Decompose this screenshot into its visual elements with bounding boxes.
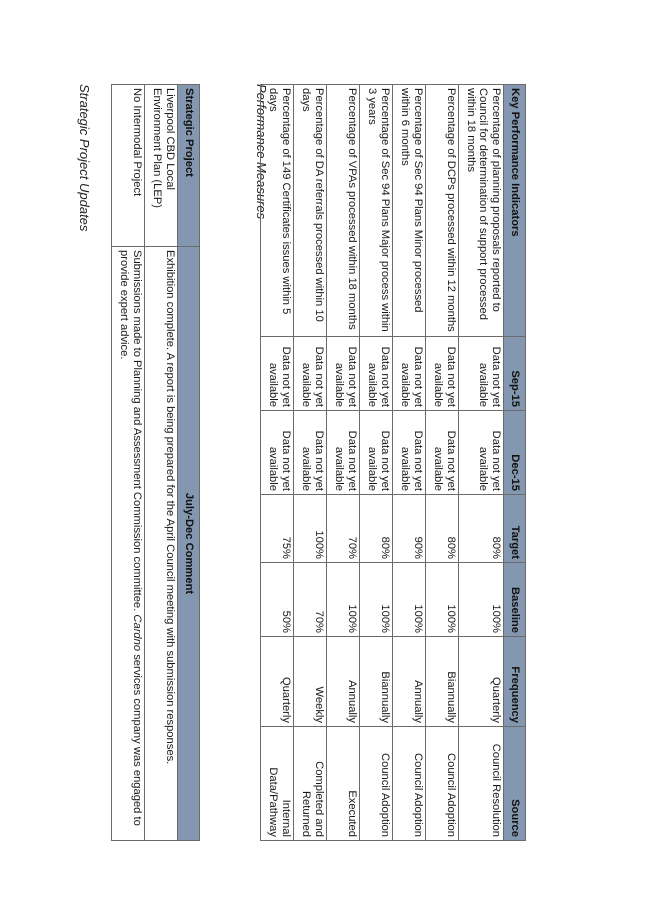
table-row	[112, 85, 145, 841]
baseline-cell: 100%	[459, 563, 504, 637]
strategic-header-row	[178, 85, 200, 841]
kpi-cell: Percentage of DA referrals processed within 10 days	[294, 85, 327, 337]
table-row	[393, 85, 426, 841]
baseline-cell: 50%	[261, 563, 294, 637]
strategic-col-project: Strategic Project	[178, 85, 200, 247]
frequency-cell: Quarterly	[261, 637, 294, 727]
strategic-comment-cell: Exhibition complete. A report is being prepared for the April Council meeting with submission responses.	[145, 247, 178, 841]
table-row	[459, 85, 504, 841]
sep-cell: Data not yet available	[426, 337, 459, 411]
dec-cell: Data not yet available	[360, 411, 393, 495]
frequency-cell: Biannually	[360, 637, 393, 727]
frequency-cell: Annually	[393, 637, 426, 727]
header-kpi: Key Performance Indicators	[504, 85, 526, 337]
frequency-cell: Biannually	[426, 637, 459, 727]
table-row	[294, 85, 327, 841]
sep-cell: Data not yet available	[393, 337, 426, 411]
dec-cell: Data not yet available	[459, 411, 504, 495]
source-cell: Council Adoption	[393, 727, 426, 841]
sep-cell: Data not yet available	[261, 337, 294, 411]
source-cell: Completed and Returned	[294, 727, 327, 841]
target-cell: 80%	[459, 495, 504, 563]
kpi-cell: Percentage of Sec 94 Plans Minor processed within 6 months	[393, 85, 426, 337]
table-row	[327, 85, 360, 841]
table-row	[360, 85, 393, 841]
target-cell: 80%	[360, 495, 393, 563]
table-row	[261, 85, 294, 841]
performance-table	[260, 84, 526, 841]
kpi-cell: Percentage of planning proposals reported to Council for determination of support processed within 18 months	[459, 85, 504, 337]
table-row	[145, 85, 178, 841]
table-row	[426, 85, 459, 841]
dec-cell: Data not yet available	[294, 411, 327, 495]
strategic-project-cell: Liverpool CBD Local Environment Plan (LEP)	[145, 85, 178, 247]
header-source: Source	[504, 727, 526, 841]
target-cell: 90%	[393, 495, 426, 563]
header-target: Target	[504, 495, 526, 563]
target-cell: 70%	[327, 495, 360, 563]
source-cell: Executed	[327, 727, 360, 841]
baseline-cell: 100%	[426, 563, 459, 637]
baseline-cell: 100%	[393, 563, 426, 637]
performance-heading: Performance Measures	[254, 84, 269, 220]
header-baseline: Baseline	[504, 563, 526, 637]
header-sep: Sep-15	[504, 337, 526, 411]
frequency-cell: Annually	[327, 637, 360, 727]
source-cell: Internal Data/Pathway	[261, 727, 294, 841]
sep-cell: Data not yet available	[327, 337, 360, 411]
strategic-project-cell: No Intermodal Project	[112, 85, 145, 247]
dec-cell: Data not yet available	[327, 411, 360, 495]
dec-cell: Data not yet available	[393, 411, 426, 495]
kpi-cell: Percentage of 149 Certificates issues within 5 days	[261, 85, 294, 337]
frequency-cell: Weekly	[294, 637, 327, 727]
target-cell: 75%	[261, 495, 294, 563]
comment-italic-text: Cardno	[131, 614, 143, 652]
source-cell: Council Resolution	[459, 727, 504, 841]
strategic-col-comment: July-Dec Comment	[178, 247, 200, 841]
kpi-cell: Percentage of Sec 94 Plans Major process within 3 years	[360, 85, 393, 337]
source-cell: Council Adoption	[426, 727, 459, 841]
dec-cell: Data not yet available	[261, 411, 294, 495]
dec-cell: Data not yet available	[426, 411, 459, 495]
header-frequency: Frequency	[504, 637, 526, 727]
sep-cell: Data not yet available	[360, 337, 393, 411]
frequency-cell: Quarterly	[459, 637, 504, 727]
strategic-heading: Strategic Project Updates	[77, 84, 92, 232]
sep-cell: Data not yet available	[294, 337, 327, 411]
kpi-cell: Percentage of VPAs processed within 18 months	[327, 85, 360, 337]
performance-header-row	[504, 85, 526, 841]
header-dec: Dec-15	[504, 411, 526, 495]
sep-cell: Data not yet available	[459, 337, 504, 411]
baseline-cell: 100%	[327, 563, 360, 637]
target-cell: 80%	[426, 495, 459, 563]
strategic-table	[111, 84, 200, 841]
strategic-comment-cell	[112, 247, 145, 841]
baseline-cell: 100%	[360, 563, 393, 637]
comment-text: Submissions made to Planning and Assessment Commission committee.	[131, 250, 143, 612]
target-cell: 100%	[294, 495, 327, 563]
source-cell: Council Adoption	[360, 727, 393, 841]
kpi-cell: Percentage of DCPs processed within 12 months	[426, 85, 459, 337]
baseline-cell: 70%	[294, 563, 327, 637]
comment-text: services company was engaged to provide expert advice.	[118, 250, 143, 826]
